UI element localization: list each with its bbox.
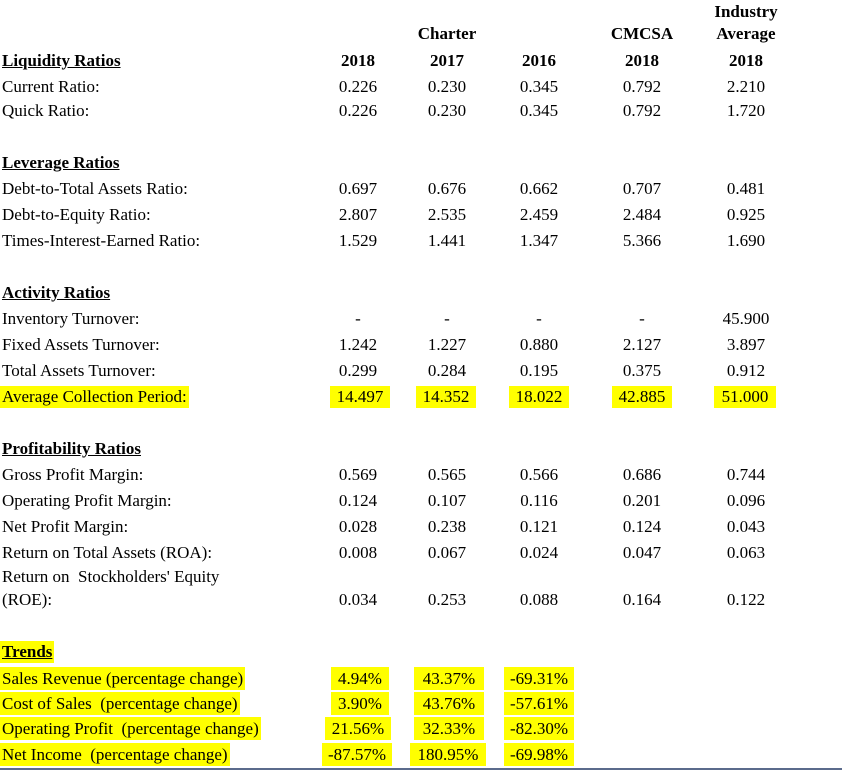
header-year-1: 2018 [341, 51, 375, 70]
trend-cell: -82.30% [504, 717, 574, 740]
profitability-row-label: Net Profit Margin: [2, 517, 129, 536]
leverage-row-label: Times-Interest-Earned Ratio: [2, 231, 201, 250]
table-cell: 0.107 [427, 491, 467, 510]
table-cell: - [536, 309, 542, 328]
table-cell: 0.697 [338, 179, 378, 198]
header-year-2: 2017 [430, 51, 464, 70]
table-cell: 0.345 [519, 101, 559, 120]
trends-row-label: Operating Profit (percentage change) [2, 719, 259, 738]
table-cell: 0.116 [520, 491, 558, 510]
table-cell: 0.008 [338, 543, 378, 562]
table-cell: 0.226 [338, 101, 378, 120]
table-cell: 2.459 [519, 205, 559, 224]
table-cell: 0.345 [519, 77, 559, 96]
table-cell: 2.210 [726, 77, 766, 96]
trend-cell: 3.90% [331, 692, 389, 715]
table-cell: 0.230 [427, 77, 467, 96]
activity-title: Activity Ratios [2, 283, 111, 302]
trend-cell: -87.57% [322, 743, 392, 766]
table-cell: 0.124 [622, 517, 662, 536]
trends-title: Trends [2, 642, 53, 661]
table-cell: - [444, 309, 450, 328]
table-cell: 0.238 [427, 517, 467, 536]
activity-row-label: Inventory Turnover: [2, 309, 140, 328]
profitability-row-label: Gross Profit Margin: [2, 465, 144, 484]
table-cell-highlighted: 51.000 [714, 386, 776, 408]
table-cell: 0.201 [622, 491, 662, 510]
bottom-divider [0, 768, 842, 770]
table-cell: 2.535 [427, 205, 467, 224]
table-cell: 0.686 [622, 465, 662, 484]
trends-row-label: Sales Revenue (percentage change) [2, 669, 244, 688]
activity-row-label-highlighted: Average Collection Period: [2, 387, 187, 406]
table-cell: 2.484 [622, 205, 662, 224]
profitability-row-label: Return on Stockholders' Equity [2, 567, 220, 586]
table-cell: - [355, 309, 361, 328]
leverage-row-label: Debt-to-Total Assets Ratio: [2, 179, 188, 198]
liquidity-row-label: Current Ratio: [2, 77, 100, 96]
table-cell: 0.925 [726, 205, 766, 224]
table-cell: 0.707 [622, 179, 662, 198]
table-cell-highlighted: 42.885 [612, 386, 672, 408]
table-cell: 0.096 [726, 491, 766, 510]
profitability-row-label: Return on Total Assets (ROA): [2, 543, 213, 562]
table-cell: 0.230 [427, 101, 467, 120]
header-year-3: 2016 [522, 51, 556, 70]
leverage-title: Leverage Ratios [2, 153, 120, 172]
trend-cell: 4.94% [331, 667, 389, 690]
table-cell: 1.347 [519, 231, 559, 250]
table-cell: 0.164 [622, 590, 662, 609]
table-cell: 0.195 [519, 361, 559, 380]
table-cell: 0.047 [622, 543, 662, 562]
trend-cell: 21.56% [325, 717, 391, 740]
table-cell: 0.063 [726, 543, 766, 562]
table-cell: 3.897 [726, 335, 766, 354]
table-cell: 0.253 [427, 590, 467, 609]
table-cell: 0.662 [519, 179, 559, 198]
trend-cell: -57.61% [504, 692, 574, 715]
table-cell: 0.912 [726, 361, 766, 380]
table-cell: - [639, 309, 645, 328]
table-cell-highlighted: 14.352 [416, 386, 476, 408]
trend-cell: 32.33% [414, 717, 484, 740]
table-cell-highlighted: 18.022 [509, 386, 569, 408]
trend-cell: -69.98% [504, 743, 574, 766]
trends-row-label: Net Income (percentage change) [2, 745, 228, 764]
table-cell: 1.227 [427, 335, 467, 354]
trends-row-label: Cost of Sales (percentage change) [2, 694, 238, 713]
table-cell: 0.028 [338, 517, 378, 536]
table-cell: 0.034 [338, 590, 378, 609]
table-cell: 1.529 [338, 231, 378, 250]
table-cell: 0.744 [726, 465, 766, 484]
header-peer: CMCSA [610, 24, 674, 43]
liquidity-title: Liquidity Ratios [2, 51, 121, 70]
trend-cell: 180.95% [410, 743, 486, 766]
liquidity-row-label: Quick Ratio: [2, 101, 90, 120]
profitability-row-label: Operating Profit Margin: [2, 491, 172, 510]
leverage-row-label: Debt-to-Equity Ratio: [2, 205, 151, 224]
trend-cell: 43.37% [414, 667, 484, 690]
table-cell: 45.900 [722, 309, 770, 328]
table-cell: 0.024 [519, 543, 559, 562]
header-year-5: 2018 [729, 51, 763, 70]
table-cell: 0.880 [519, 335, 559, 354]
table-cell: 0.299 [338, 361, 378, 380]
table-cell: 0.792 [622, 101, 662, 120]
table-cell: 0.124 [338, 491, 378, 510]
table-cell: 0.088 [519, 590, 559, 609]
table-cell: 1.720 [726, 101, 766, 120]
header-industry-line2: Average [716, 24, 776, 43]
profitability-row-label-cont: (ROE): [2, 590, 53, 609]
table-cell: 0.792 [622, 77, 662, 96]
table-cell: 0.043 [726, 517, 766, 536]
table-cell: 0.122 [726, 590, 766, 609]
table-cell: 0.067 [427, 543, 467, 562]
table-cell: 1.690 [726, 231, 766, 250]
header-industry-line1: Industry [714, 2, 778, 21]
table-cell: 0.375 [622, 361, 662, 380]
header-year-4: 2018 [625, 51, 659, 70]
trend-cell: 43.76% [414, 692, 484, 715]
activity-row-label: Total Assets Turnover: [2, 361, 156, 380]
table-cell: 2.807 [338, 205, 378, 224]
table-cell: 0.569 [338, 465, 378, 484]
trend-cell: -69.31% [504, 667, 574, 690]
table-cell-highlighted: 14.497 [330, 386, 390, 408]
table-cell: 0.284 [427, 361, 467, 380]
table-cell: 0.121 [519, 517, 559, 536]
table-cell: 0.565 [427, 465, 467, 484]
header-company: Charter [417, 24, 477, 43]
activity-row-label: Fixed Assets Turnover: [2, 335, 160, 354]
table-cell: 1.242 [338, 335, 378, 354]
table-cell: 1.441 [427, 231, 467, 250]
table-cell: 0.676 [427, 179, 467, 198]
table-cell: 0.481 [726, 179, 766, 198]
table-cell: 5.366 [622, 231, 662, 250]
table-cell: 0.566 [519, 465, 559, 484]
profitability-title: Profitability Ratios [2, 439, 141, 458]
table-cell: 2.127 [622, 335, 662, 354]
table-cell: 0.226 [338, 77, 378, 96]
